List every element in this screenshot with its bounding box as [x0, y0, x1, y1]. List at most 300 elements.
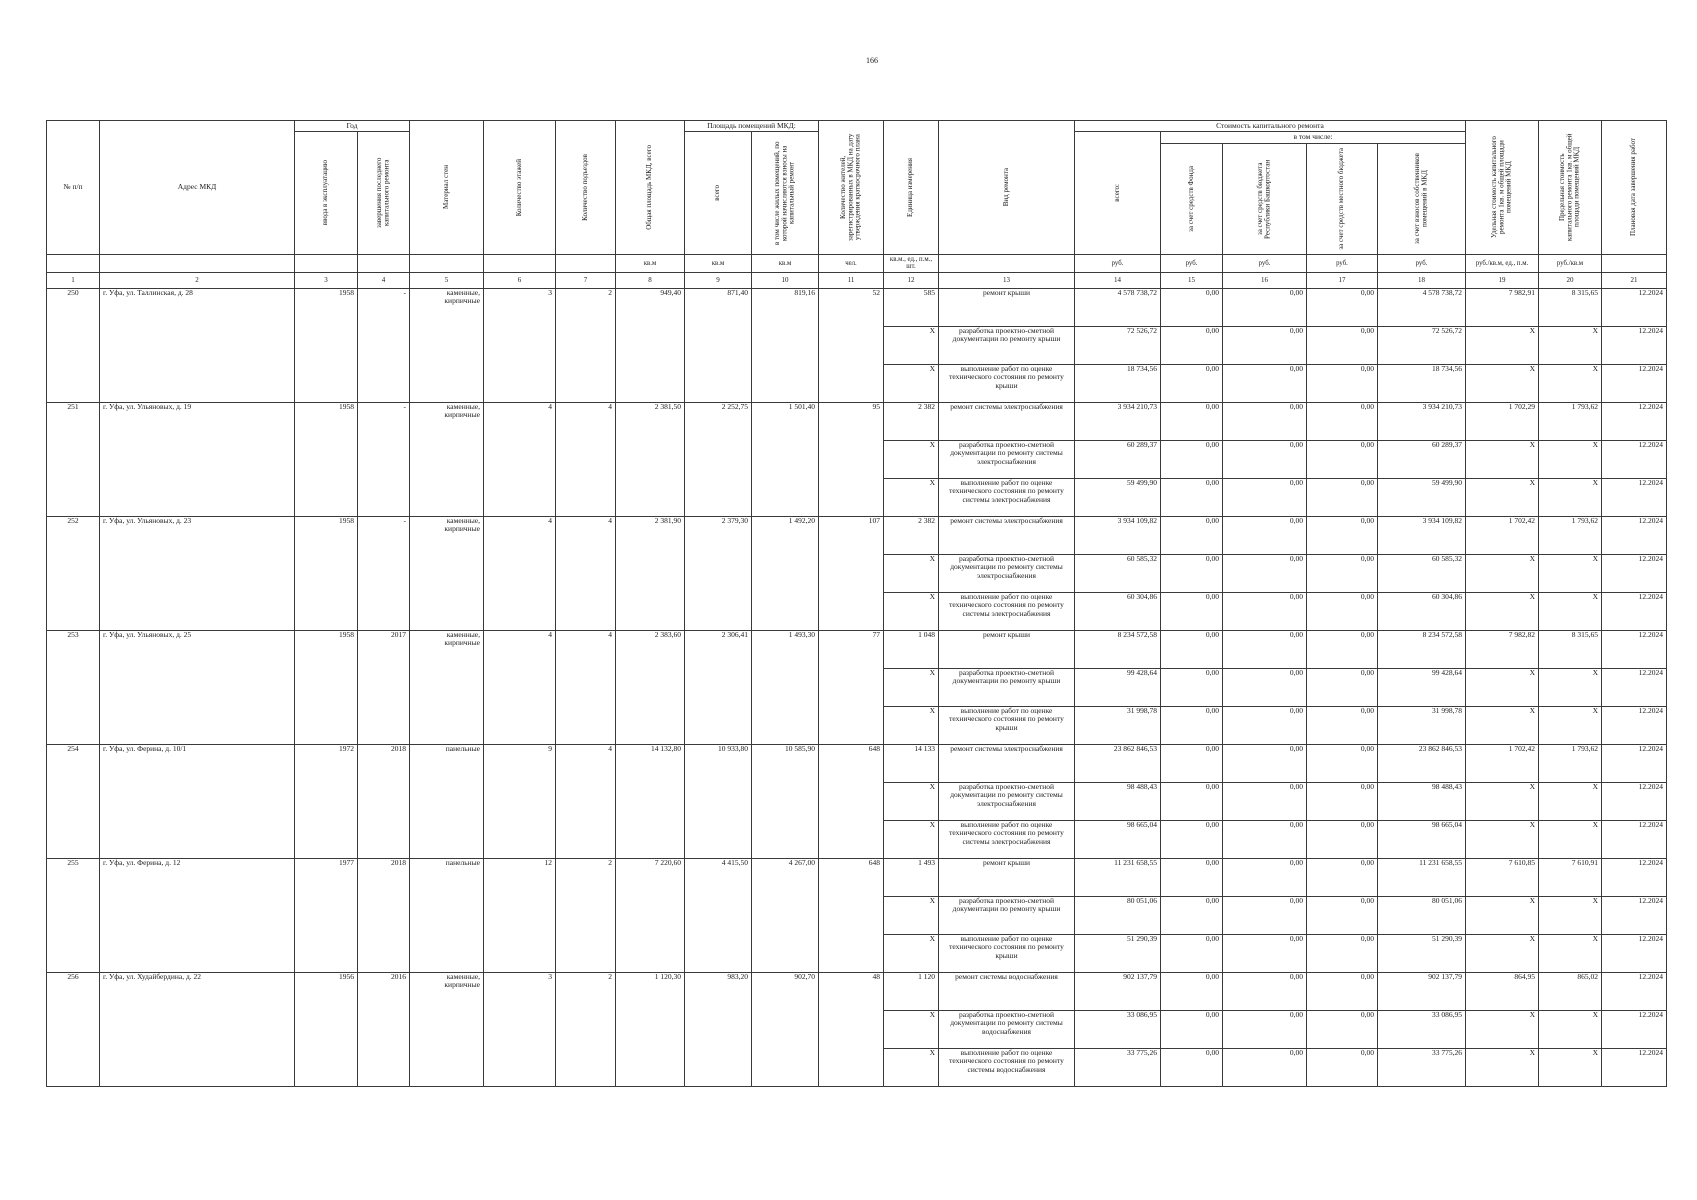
column-number: 20: [1539, 273, 1602, 289]
header-plan-date-text: Плановая дата завершения работ: [1629, 138, 1638, 237]
work-unit: X: [884, 1011, 939, 1049]
cost-total: 11 231 658,55: [1075, 859, 1161, 897]
cost-rb-budget: 0,00: [1223, 555, 1307, 593]
work-unit: X: [884, 783, 939, 821]
cost-rb-budget: 0,00: [1223, 859, 1307, 897]
cost-local-budget: 0,00: [1307, 745, 1378, 783]
wall-material: каменные, кирпичные: [410, 289, 484, 403]
cost-local-budget: 0,00: [1307, 1049, 1378, 1087]
header-plan-date: [1602, 121, 1667, 255]
year-built: 1972: [295, 745, 358, 859]
plan-date: 12.2024: [1602, 365, 1667, 403]
cost-local-budget: 0,00: [1307, 403, 1378, 441]
plan-date: 12.2024: [1602, 1049, 1667, 1087]
specific-cost: X: [1466, 555, 1539, 593]
work-unit: X: [884, 479, 939, 517]
cost-total: 98 665,04: [1075, 821, 1161, 859]
cost-owners: 51 290,39: [1378, 935, 1466, 973]
cost-local-budget: 0,00: [1307, 783, 1378, 821]
wall-material: каменные, кирпичные: [410, 631, 484, 745]
unit-cell: кв.м., ед., п.м., шт.: [884, 254, 939, 272]
plan-date: 12.2024: [1602, 327, 1667, 365]
cost-fund: 0,00: [1161, 783, 1223, 821]
work-type: разработка проектно-сметной документации по ремонту системы электроснабжения: [939, 441, 1075, 479]
header-local-budget: [1307, 143, 1378, 254]
column-number: 14: [1075, 273, 1161, 289]
cost-rb-budget: 0,00: [1223, 973, 1307, 1011]
cost-local-budget: 0,00: [1307, 441, 1378, 479]
building-number: 252: [47, 517, 100, 631]
cost-fund: 0,00: [1161, 327, 1223, 365]
column-number: 18: [1378, 273, 1466, 289]
unit-cell: руб.: [1075, 254, 1161, 272]
specific-cost: X: [1466, 669, 1539, 707]
table-row: [47, 973, 1667, 1011]
unit-cell: [410, 254, 484, 272]
work-type: ремонт крыши: [939, 289, 1075, 327]
limit-cost: X: [1539, 821, 1602, 859]
cost-fund: 0,00: [1161, 555, 1223, 593]
limit-cost: X: [1539, 555, 1602, 593]
work-type: выполнение работ по оценке технического состояния по ремонту крыши: [939, 707, 1075, 745]
cost-rb-budget: 0,00: [1223, 935, 1307, 973]
cost-local-budget: 0,00: [1307, 631, 1378, 669]
work-type: ремонт системы водоснабжения: [939, 973, 1075, 1011]
year-built: 1958: [295, 403, 358, 517]
table-row: [47, 517, 1667, 555]
cost-total: 8 234 572,58: [1075, 631, 1161, 669]
cost-total: 23 862 846,53: [1075, 745, 1161, 783]
cost-owners: 902 137,79: [1378, 973, 1466, 1011]
entrance-count: 4: [556, 745, 616, 859]
cost-local-budget: 0,00: [1307, 707, 1378, 745]
specific-cost: X: [1466, 327, 1539, 365]
cost-local-budget: 0,00: [1307, 973, 1378, 1011]
unit-cell: кв.м: [616, 254, 685, 272]
cost-total: 98 488,43: [1075, 783, 1161, 821]
cost-fund: 0,00: [1161, 631, 1223, 669]
specific-cost: X: [1466, 441, 1539, 479]
column-number: 21: [1602, 273, 1667, 289]
header-group-year: Год: [295, 121, 410, 132]
cost-total: 80 051,06: [1075, 897, 1161, 935]
header-floors: [484, 121, 556, 255]
header-repair-type-text: Вид ремонта: [1001, 168, 1010, 207]
header-group-area: Площадь помещений МКД:: [685, 121, 819, 132]
work-type: ремонт крыши: [939, 859, 1075, 897]
area-all: 4 415,50: [685, 859, 752, 973]
cost-fund: 0,00: [1161, 479, 1223, 517]
work-type: выполнение работ по оценке технического состояния по ремонту системы электроснабжения: [939, 479, 1075, 517]
cost-local-budget: 0,00: [1307, 289, 1378, 327]
cost-total: 3 934 109,82: [1075, 517, 1161, 555]
work-type: выполнение работ по оценке технического состояния по ремонту крыши: [939, 935, 1075, 973]
residents-count: 77: [819, 631, 884, 745]
unit-cell: [1602, 254, 1667, 272]
area-total: 949,40: [616, 289, 685, 403]
area-total: 7 220,60: [616, 859, 685, 973]
year-repair: -: [358, 517, 410, 631]
header-residents-text: Количество жителей, зарегистрированных в МКД на дату утверждения краткосрочного плана: [838, 133, 862, 242]
cost-total: 33 775,26: [1075, 1049, 1161, 1087]
cost-owners: 3 934 109,82: [1378, 517, 1466, 555]
specific-cost: X: [1466, 1011, 1539, 1049]
work-type: разработка проектно-сметной документации по ремонту системы водоснабжения: [939, 1011, 1075, 1049]
cost-rb-budget: 0,00: [1223, 479, 1307, 517]
cost-local-budget: 0,00: [1307, 935, 1378, 973]
cost-fund: 0,00: [1161, 707, 1223, 745]
cost-fund: 0,00: [1161, 897, 1223, 935]
unit-cell: руб.: [1161, 254, 1223, 272]
work-type: выполнение работ по оценке технического состояния по ремонту системы электроснабжения: [939, 821, 1075, 859]
limit-cost: X: [1539, 1049, 1602, 1087]
table-row: [47, 859, 1667, 897]
area-all: 2 252,75: [685, 403, 752, 517]
entrance-count: 4: [556, 517, 616, 631]
area-living: 902,70: [752, 973, 819, 1087]
cost-owners: 11 231 658,55: [1378, 859, 1466, 897]
area-all: 10 933,80: [685, 745, 752, 859]
work-unit: X: [884, 1049, 939, 1087]
header-year-repair: [358, 132, 410, 254]
header-rb-budget-text: за счет средств бюджета Республики Башкортостан: [1256, 159, 1272, 239]
limit-cost: X: [1539, 897, 1602, 935]
plan-date: 12.2024: [1602, 517, 1667, 555]
floor-count: 12: [484, 859, 556, 973]
header-specific-cost: [1466, 121, 1539, 255]
cost-owners: 99 428,64: [1378, 669, 1466, 707]
cost-rb-budget: 0,00: [1223, 745, 1307, 783]
year-repair: -: [358, 289, 410, 403]
header-entrances-text: Количество подъездов: [580, 153, 589, 221]
cost-rb-budget: 0,00: [1223, 707, 1307, 745]
limit-cost: 8 315,65: [1539, 289, 1602, 327]
cost-fund: 0,00: [1161, 517, 1223, 555]
plan-date: 12.2024: [1602, 973, 1667, 1011]
specific-cost: X: [1466, 935, 1539, 973]
cost-local-budget: 0,00: [1307, 897, 1378, 935]
column-number: 16: [1223, 273, 1307, 289]
header-group-including: в том числе:: [1161, 132, 1466, 143]
header-residents: [819, 121, 884, 255]
area-living: 10 585,90: [752, 745, 819, 859]
work-unit: X: [884, 897, 939, 935]
building-number: 255: [47, 859, 100, 973]
cost-total: 33 086,95: [1075, 1011, 1161, 1049]
work-unit: X: [884, 555, 939, 593]
wall-material: каменные, кирпичные: [410, 403, 484, 517]
building-address: г. Уфа, ул. Ульяновых, д. 19: [100, 403, 295, 517]
cost-owners: 8 234 572,58: [1378, 631, 1466, 669]
work-unit: 2 382: [884, 517, 939, 555]
unit-cell: [484, 254, 556, 272]
work-type: ремонт системы электроснабжения: [939, 403, 1075, 441]
cost-fund: 0,00: [1161, 745, 1223, 783]
specific-cost: 1 702,42: [1466, 745, 1539, 783]
area-living: 1 492,20: [752, 517, 819, 631]
header-specific-cost-text: Удельная стоимость капитального ремонта 1кв. м общей площади помещений МКД: [1490, 136, 1513, 239]
residents-count: 52: [819, 289, 884, 403]
cost-fund: 0,00: [1161, 403, 1223, 441]
header-cost-total: [1075, 132, 1161, 254]
cost-total: 60 289,37: [1075, 441, 1161, 479]
table-row: [47, 631, 1667, 669]
cost-fund: 0,00: [1161, 365, 1223, 403]
cost-owners: 33 775,26: [1378, 1049, 1466, 1087]
header-unit-text: Единица измерения: [906, 157, 915, 217]
work-unit: 1 493: [884, 859, 939, 897]
work-type: разработка проектно-сметной документации по ремонту крыши: [939, 327, 1075, 365]
plan-date: 12.2024: [1602, 1011, 1667, 1049]
plan-date: 12.2024: [1602, 783, 1667, 821]
work-unit: X: [884, 593, 939, 631]
building-address: г. Уфа, ул. Таллинская, д. 28: [100, 289, 295, 403]
cost-total: 4 578 738,72: [1075, 289, 1161, 327]
cost-owners: 59 499,90: [1378, 479, 1466, 517]
work-unit: 1 120: [884, 973, 939, 1011]
floor-count: 4: [484, 403, 556, 517]
cost-fund: 0,00: [1161, 821, 1223, 859]
cost-rb-budget: 0,00: [1223, 403, 1307, 441]
cost-owners: 60 289,37: [1378, 441, 1466, 479]
column-number: 17: [1307, 273, 1378, 289]
work-unit: X: [884, 669, 939, 707]
limit-cost: X: [1539, 1011, 1602, 1049]
header-rb-budget: [1223, 143, 1307, 254]
wall-material: каменные, кирпичные: [410, 973, 484, 1087]
column-number: 1: [47, 273, 100, 289]
building-address: г. Уфа, ул. Ульяновых, д. 25: [100, 631, 295, 745]
unit-cell: чел.: [819, 254, 884, 272]
cost-owners: 23 862 846,53: [1378, 745, 1466, 783]
header-limit-cost: [1539, 121, 1602, 255]
limit-cost: X: [1539, 479, 1602, 517]
cost-total: 72 526,72: [1075, 327, 1161, 365]
column-number: 11: [819, 273, 884, 289]
cost-total: 902 137,79: [1075, 973, 1161, 1011]
entrance-count: 2: [556, 289, 616, 403]
work-type: ремонт крыши: [939, 631, 1075, 669]
residents-count: 648: [819, 745, 884, 859]
unit-cell: [556, 254, 616, 272]
column-number: 6: [484, 273, 556, 289]
wall-material: каменные, кирпичные: [410, 517, 484, 631]
year-built: 1956: [295, 973, 358, 1087]
limit-cost: X: [1539, 593, 1602, 631]
header-year-built-text: ввода в эксплуатацию: [321, 160, 330, 226]
area-total: 2 383,60: [616, 631, 685, 745]
header-cost-total-text: всего:: [1112, 184, 1121, 202]
header-repair-type: [939, 121, 1075, 255]
table-header: [47, 121, 1667, 289]
unit-cell: руб.: [1223, 254, 1307, 272]
building-number: 254: [47, 745, 100, 859]
table-row: [47, 745, 1667, 783]
cost-local-budget: 0,00: [1307, 555, 1378, 593]
plan-date: 12.2024: [1602, 631, 1667, 669]
cost-rb-budget: 0,00: [1223, 669, 1307, 707]
table-row: [47, 403, 1667, 441]
work-type: разработка проектно-сметной документации по ремонту крыши: [939, 669, 1075, 707]
specific-cost: 1 702,29: [1466, 403, 1539, 441]
cost-local-budget: 0,00: [1307, 479, 1378, 517]
column-number: 4: [358, 273, 410, 289]
limit-cost: X: [1539, 783, 1602, 821]
cost-rb-budget: 0,00: [1223, 327, 1307, 365]
cost-fund: 0,00: [1161, 1049, 1223, 1087]
work-unit: 14 133: [884, 745, 939, 783]
year-repair: -: [358, 403, 410, 517]
cost-owners: 18 734,56: [1378, 365, 1466, 403]
entrance-count: 2: [556, 973, 616, 1087]
page-number: 166: [866, 56, 878, 65]
work-unit: X: [884, 821, 939, 859]
cost-rb-budget: 0,00: [1223, 897, 1307, 935]
building-number: 250: [47, 289, 100, 403]
cost-total: 3 934 210,73: [1075, 403, 1161, 441]
cost-local-budget: 0,00: [1307, 593, 1378, 631]
cost-total: 60 304,86: [1075, 593, 1161, 631]
limit-cost: 8 315,65: [1539, 631, 1602, 669]
cost-total: 51 290,39: [1075, 935, 1161, 973]
column-number: 9: [685, 273, 752, 289]
header-walls: [410, 121, 484, 255]
floor-count: 3: [484, 289, 556, 403]
plan-date: 12.2024: [1602, 821, 1667, 859]
area-all: 983,20: [685, 973, 752, 1087]
cost-local-budget: 0,00: [1307, 365, 1378, 403]
header-walls-text: Материал стен: [441, 165, 450, 210]
cost-owners: 3 934 210,73: [1378, 403, 1466, 441]
work-type: разработка проектно-сметной документации по ремонту системы электроснабжения: [939, 783, 1075, 821]
column-number: 19: [1466, 273, 1539, 289]
column-number: 15: [1161, 273, 1223, 289]
building-address: г. Уфа, ул. Ферина, д. 12: [100, 859, 295, 973]
header-area-total: [616, 121, 685, 255]
header-owners-text: за счет взносов собственников помещений в МКД: [1413, 153, 1429, 245]
cost-rb-budget: 0,00: [1223, 289, 1307, 327]
plan-date: 12.2024: [1602, 403, 1667, 441]
floor-count: 3: [484, 973, 556, 1087]
area-living: 1 501,40: [752, 403, 819, 517]
cost-fund: 0,00: [1161, 1011, 1223, 1049]
work-type: выполнение работ по оценке технического состояния по ремонту системы электроснабжения: [939, 593, 1075, 631]
cost-rb-budget: 0,00: [1223, 631, 1307, 669]
unit-cell: [358, 254, 410, 272]
cost-fund: 0,00: [1161, 859, 1223, 897]
cost-fund: 0,00: [1161, 935, 1223, 973]
area-all: 2 379,30: [685, 517, 752, 631]
specific-cost: 1 702,42: [1466, 517, 1539, 555]
year-built: 1958: [295, 631, 358, 745]
year-repair: 2017: [358, 631, 410, 745]
residents-count: 95: [819, 403, 884, 517]
cost-rb-budget: 0,00: [1223, 593, 1307, 631]
year-built: 1977: [295, 859, 358, 973]
header-address: Адрес МКД: [100, 121, 295, 255]
table-body: [47, 289, 1667, 1087]
cost-rb-budget: 0,00: [1223, 783, 1307, 821]
column-number: 5: [410, 273, 484, 289]
header-area-all: [685, 132, 752, 254]
year-repair: 2018: [358, 859, 410, 973]
plan-date: 12.2024: [1602, 707, 1667, 745]
cost-total: 59 499,90: [1075, 479, 1161, 517]
work-type: ремонт системы электроснабжения: [939, 517, 1075, 555]
limit-cost: 7 610,91: [1539, 859, 1602, 897]
specific-cost: X: [1466, 897, 1539, 935]
unit-cell: руб.: [1307, 254, 1378, 272]
cost-owners: 60 304,86: [1378, 593, 1466, 631]
header-year-built: [295, 132, 358, 254]
floor-count: 9: [484, 745, 556, 859]
specific-cost: X: [1466, 1049, 1539, 1087]
year-repair: 2016: [358, 973, 410, 1087]
cost-total: 99 428,64: [1075, 669, 1161, 707]
area-living: 1 493,30: [752, 631, 819, 745]
cost-local-budget: 0,00: [1307, 859, 1378, 897]
work-unit: 585: [884, 289, 939, 327]
cost-rb-budget: 0,00: [1223, 365, 1307, 403]
specific-cost: 7 982,91: [1466, 289, 1539, 327]
unit-cell: [295, 254, 358, 272]
header-group-cost: Стоимость капитального ремонта: [1075, 121, 1466, 132]
cost-owners: 98 665,04: [1378, 821, 1466, 859]
work-unit: 1 048: [884, 631, 939, 669]
residents-count: 107: [819, 517, 884, 631]
year-repair: 2018: [358, 745, 410, 859]
cost-owners: 60 585,32: [1378, 555, 1466, 593]
specific-cost: X: [1466, 479, 1539, 517]
plan-date: 12.2024: [1602, 289, 1667, 327]
limit-cost: X: [1539, 327, 1602, 365]
cost-rb-budget: 0,00: [1223, 1049, 1307, 1087]
cost-owners: 33 086,95: [1378, 1011, 1466, 1049]
area-total: 14 132,80: [616, 745, 685, 859]
plan-date: 12.2024: [1602, 555, 1667, 593]
limit-cost: 1 793,62: [1539, 745, 1602, 783]
building-address: г. Уфа, ул. Худайбердина, д. 22: [100, 973, 295, 1087]
floor-count: 4: [484, 517, 556, 631]
cost-owners: 80 051,06: [1378, 897, 1466, 935]
work-type: разработка проектно-сметной документации по ремонту крыши: [939, 897, 1075, 935]
limit-cost: X: [1539, 707, 1602, 745]
cost-fund: 0,00: [1161, 973, 1223, 1011]
cost-local-budget: 0,00: [1307, 821, 1378, 859]
column-numbers-row: [47, 273, 1667, 289]
plan-date: 12.2024: [1602, 441, 1667, 479]
cost-fund: 0,00: [1161, 593, 1223, 631]
column-number: 7: [556, 273, 616, 289]
cost-owners: 4 578 738,72: [1378, 289, 1466, 327]
work-unit: X: [884, 441, 939, 479]
header-fund-text: за счет средств Фонда: [1186, 165, 1195, 232]
limit-cost: 1 793,62: [1539, 403, 1602, 441]
area-living: 819,16: [752, 289, 819, 403]
year-built: 1958: [295, 517, 358, 631]
unit-cell: руб./кв.м, ед., п.м.: [1466, 254, 1539, 272]
header-num: № п/п: [47, 121, 100, 255]
limit-cost: X: [1539, 669, 1602, 707]
wall-material: панельные: [410, 859, 484, 973]
area-total: 2 381,90: [616, 517, 685, 631]
building-number: 251: [47, 403, 100, 517]
unit-cell: руб.: [1378, 254, 1466, 272]
cost-rb-budget: 0,00: [1223, 517, 1307, 555]
repair-plan-table: [46, 120, 1667, 1087]
building-address: г. Уфа, ул. Ферина, д. 10/1: [100, 745, 295, 859]
header-area-total-text: Общая площадь МКД, всего: [645, 145, 654, 230]
